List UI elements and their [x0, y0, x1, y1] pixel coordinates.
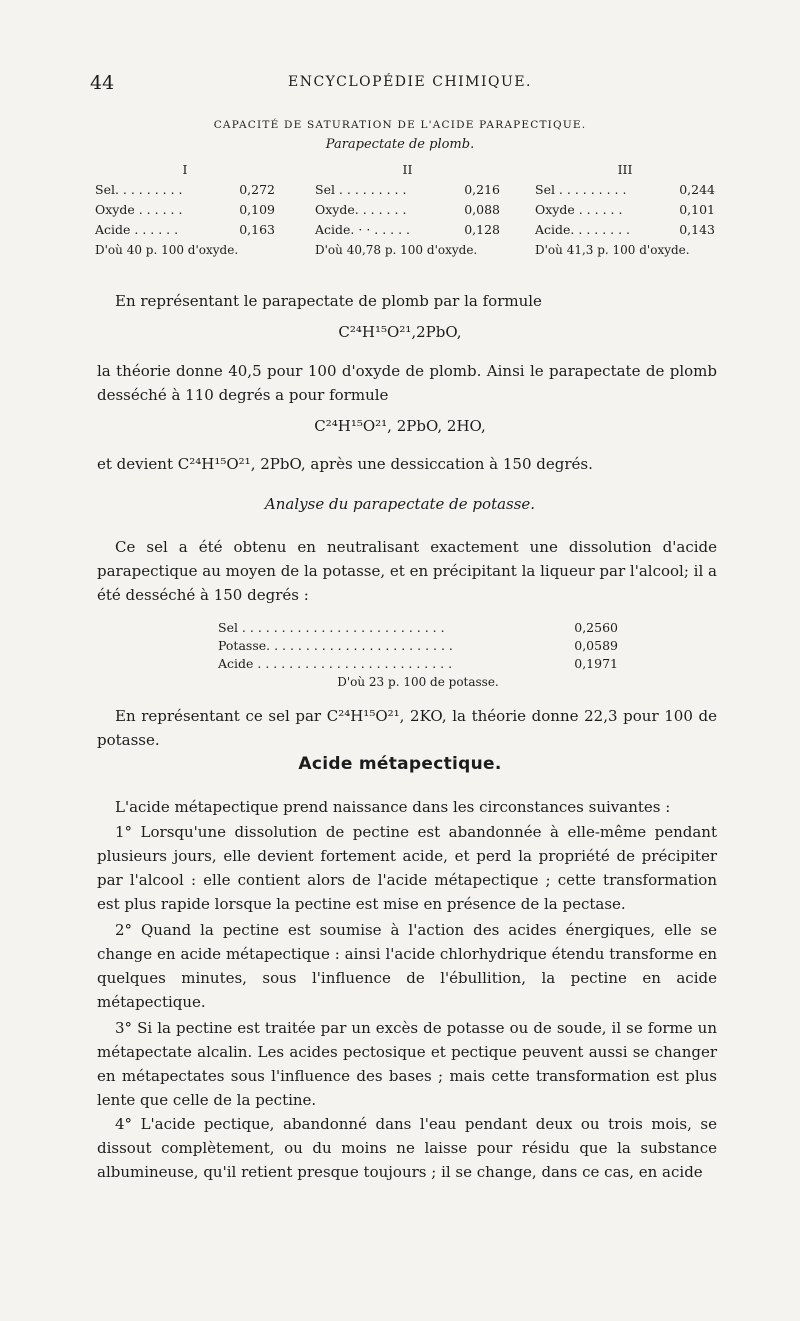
row-value: 0,128: [464, 222, 500, 237]
row-value: 0,272: [239, 182, 275, 197]
table-row: [95, 180, 275, 200]
list-item: 2° Quand la pectine est soumise à l'action des acides énergiques, elle se change en acide métapectique : ainsi l'acide chlorhydrique étendu transforme en quelques minutes, sous l'influence de l'ébullition, la pectine en acide métapectique.: [97, 921, 717, 1011]
column-i: [95, 160, 275, 260]
column-footer: D'où 40 p. 100 d'oxyde.: [95, 243, 239, 257]
row-label: Acide. . . . . . . .: [535, 222, 631, 237]
row-value: 0,216: [464, 182, 500, 197]
formula: C²⁴H¹⁵O²¹, 2PbO, 2HO,: [314, 417, 486, 435]
row-label: Acide . . . . . . . . . . . . . . . . . . . . . . . . .: [218, 656, 453, 671]
row-label: Sel . . . . . . . . .: [315, 182, 407, 197]
table-row: [218, 637, 618, 655]
capacity-columns: [95, 160, 715, 280]
table-row: [315, 220, 500, 240]
table-row: [218, 619, 618, 637]
table-row: [535, 200, 715, 220]
column-footer: D'où 40,78 p. 100 d'oxyde.: [315, 243, 478, 257]
table-row: [535, 180, 715, 200]
list-item: 1° Lorsqu'une dissolution de pectine est abandonnée à elle-même pendant plusieurs jours, elle devient fortement acide, et perd la propriété de précipiter par l'alcool : elle contient alors de l'acide métapectique ; cette transformation est plus rapide lorsque la pectine est mise en présence de la pectase.: [97, 823, 717, 913]
section-heading: Acide métapectique.: [298, 754, 502, 774]
row-label: Oxyde. . . . . . .: [315, 202, 407, 217]
row-value: 0,1971: [574, 656, 618, 671]
table-row: [218, 655, 618, 673]
analysis-heading: Analyse du parapectate de potasse.: [264, 495, 536, 513]
row-value: 0,109: [239, 202, 275, 217]
row-label: Sel . . . . . . . . . . . . . . . . . . . . . . . . . .: [218, 620, 445, 635]
row-label: Acide. · · . . . . .: [315, 222, 411, 237]
table-row: [95, 220, 275, 240]
formula: C²⁴H¹⁵O²¹,2PbO,: [338, 323, 462, 341]
paragraph: L'acide métapectique prend naissance dans les circonstances suivantes :: [115, 798, 671, 816]
column-numeral: I: [182, 162, 188, 177]
potash-table: [218, 619, 618, 691]
table-row: [95, 200, 275, 220]
running-title: ENCYCLOPÉDIE CHIMIQUE.: [288, 74, 532, 90]
paragraph: Ce sel a été obtenu en neutralisant exactement une dissolution d'acide parapectique au moyen de la potasse, et en précipitant la liqueur par l'alcool; il a été desséché à 150 degrés :: [97, 538, 717, 604]
paragraph: la théorie donne 40,5 pour 100 d'oxyde de plomb. Ainsi le parapectate de plomb desséché à 110 degrés a pour formule: [97, 362, 717, 404]
table-footer: D'où 23 p. 100 de potasse.: [337, 675, 499, 689]
column-numeral: II: [402, 162, 413, 177]
row-label: Acide . . . . . .: [95, 222, 179, 237]
paragraph: et devient C²⁴H¹⁵O²¹, 2PbO, après une dessiccation à 150 degrés.: [97, 455, 593, 473]
list-item: 3° Si la pectine est traitée par un excès de potasse ou de soude, il se forme un métapectate alcalin. Les acides pectosique et pectique peuvent aussi se changer en métapectates sous l'influence des bases ; mais cette transformation est plus lente que celle de la pectine.: [97, 1019, 717, 1109]
row-value: 0,2560: [574, 620, 618, 635]
row-value: 0,101: [679, 202, 715, 217]
row-label: Oxyde . . . . . .: [535, 202, 623, 217]
row-label: Oxyde . . . . . .: [95, 202, 183, 217]
row-label: Sel . . . . . . . . .: [535, 182, 627, 197]
capacity-subtitle: Parapectate de plomb.: [325, 137, 475, 152]
capacity-title: CAPACITÉ DE SATURATION DE L'ACIDE PARAPECTIQUE.: [213, 119, 587, 131]
row-value: 0,088: [464, 202, 500, 217]
running-header: [90, 72, 730, 102]
table-row: [535, 220, 715, 240]
paragraph: En représentant le parapectate de plomb par la formule: [115, 292, 542, 310]
paragraph: En représentant ce sel par C²⁴H¹⁵O²¹, 2KO, la théorie donne 22,3 pour 100 de potasse.: [97, 707, 717, 749]
column-footer: D'où 41,3 p. 100 d'oxyde.: [535, 243, 690, 257]
column-ii: [315, 160, 500, 260]
row-value: 0,143: [679, 222, 715, 237]
page-number: 44: [90, 72, 115, 94]
row-value: 0,244: [679, 182, 715, 197]
table-row: [315, 180, 500, 200]
row-value: 0,163: [239, 222, 275, 237]
row-label: Sel. . . . . . . . .: [95, 182, 183, 197]
row-label: Potasse. . . . . . . . . . . . . . . . . . . . . . . .: [218, 638, 453, 653]
table-row: [315, 200, 500, 220]
column-iii: [535, 160, 715, 260]
list-item: 4° L'acide pectique, abandonné dans l'eau pendant deux ou trois mois, se dissout complètement, ou du moins ne laisse pour résidu que la substance albumineuse, qu'il retient presque toujours ; il se change, dans ce cas, en acide: [97, 1115, 717, 1181]
row-value: 0,0589: [574, 638, 618, 653]
column-numeral: III: [617, 162, 633, 177]
